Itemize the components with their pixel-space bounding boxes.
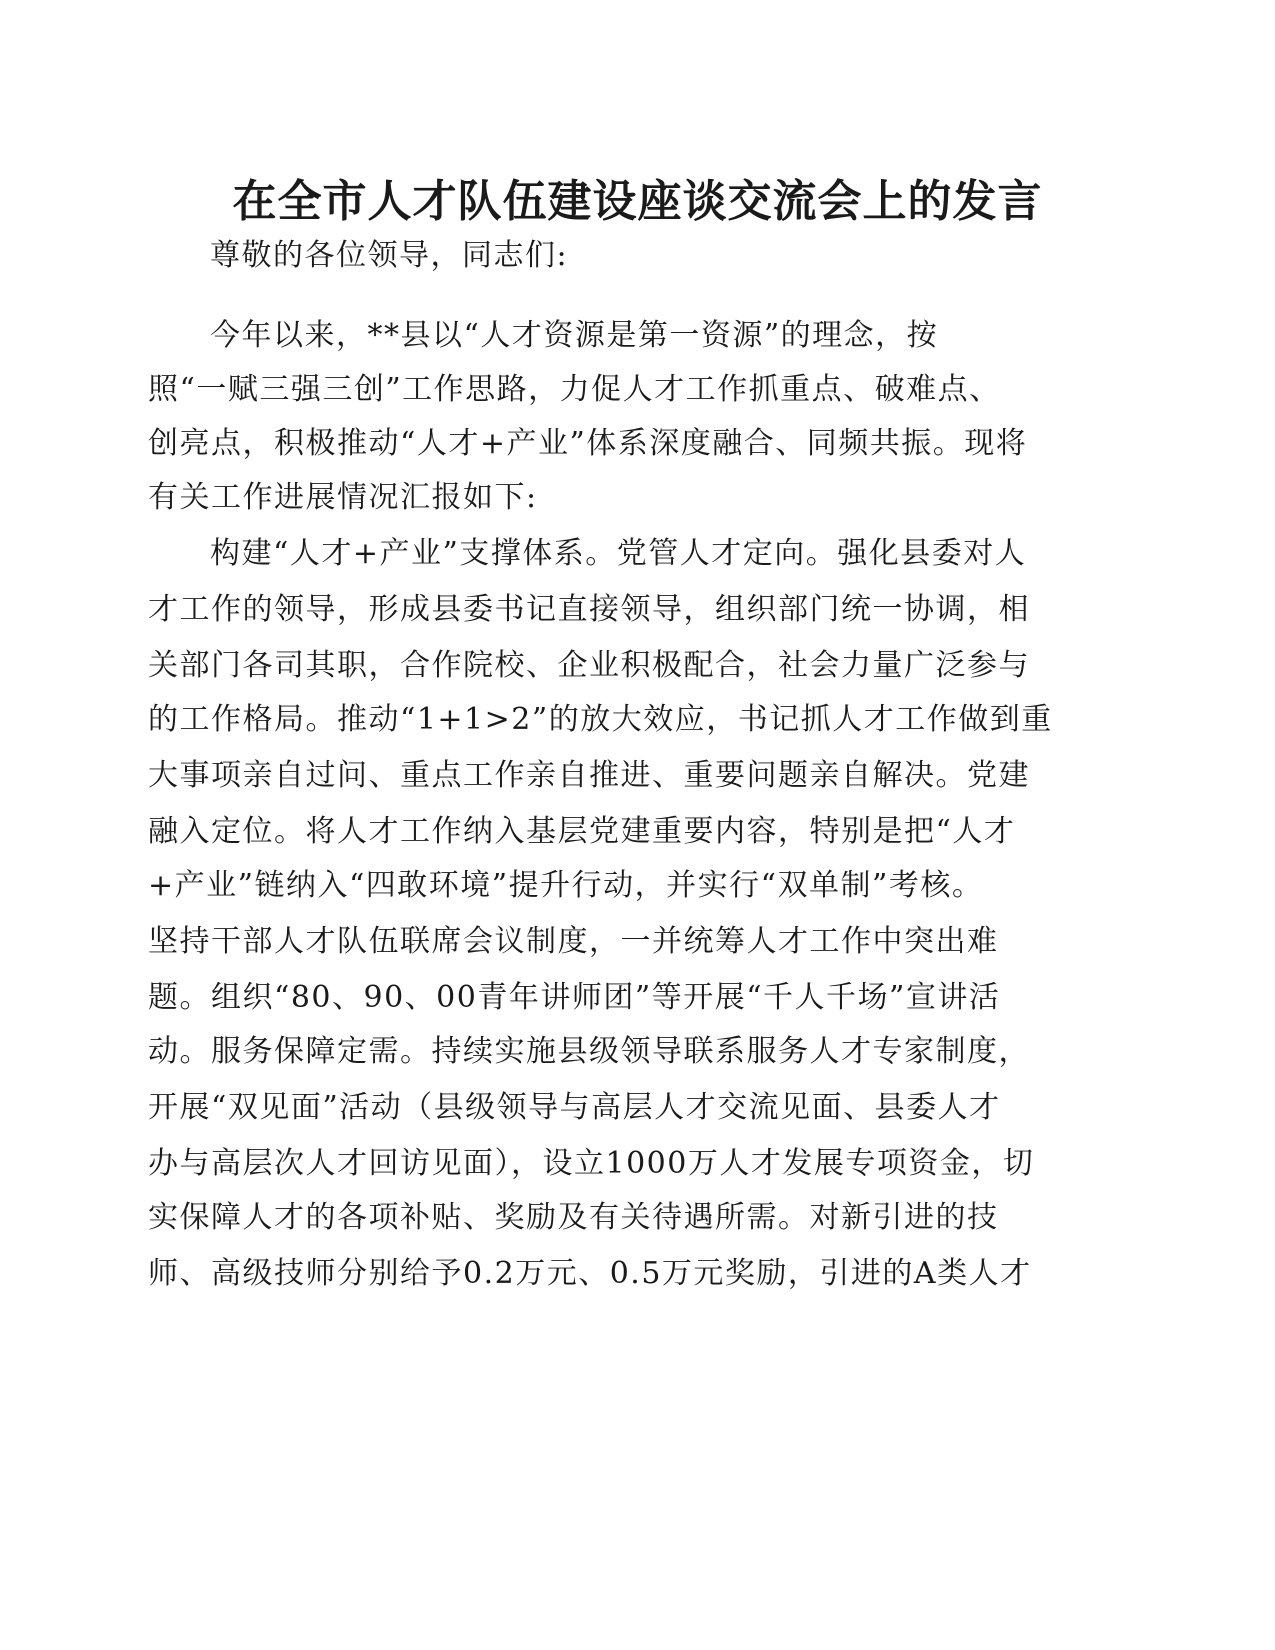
body-line: 融入定位。将人才工作纳入基层党建重要内容，特别是把“人才: [148, 814, 1016, 849]
body-line: 题。组织“80、90、00青年讲师团”等开展“千人千场”宣讲活: [148, 980, 1001, 1015]
body-line: 照“一赋三强三创”工作思路，力促人才工作抓重点、破难点、: [148, 372, 1001, 407]
body-line: 师、高级技师分别给予0.2万元、0.5万元奖励，引进的A类人才: [148, 1256, 1032, 1291]
body-line: 有关工作进展情况汇报如下:: [148, 480, 538, 515]
body-line: 才工作的领导，形成县委书记直接领导，组织部门统一协调，相: [148, 592, 1030, 627]
body-line: 办与高层次人才回访见面），设立1000万人才发展专项资金，切: [148, 1146, 1035, 1181]
body-line: +产业”链纳入“四敢环境”提升行动，并实行“双单制”考核。: [148, 868, 984, 903]
body-line: 关部门各司其职，合作院校、企业积极配合，社会力量广泛参与: [148, 648, 1030, 683]
salutation-line: 尊敬的各位领导，同志们:: [210, 238, 569, 273]
body-line: 构建“人才+产业”支撑体系。党管人才定向。强化县委对人: [210, 536, 1027, 571]
body-line: 坚持干部人才队伍联席会议制度，一并统筹人才工作中突出难: [148, 924, 999, 959]
body-line: 的工作格局。推动“1+1>2”的放大效应，书记抓人才工作做到重: [148, 702, 1053, 737]
body-line: 实保障人才的各项补贴、奖励及有关待遇所需。对新引进的技: [148, 1200, 999, 1235]
body-line: 动。服务保障定需。持续实施县级领导联系服务人才专家制度，: [148, 1034, 1030, 1069]
body-line: 创亮点，积极推动“人才+产业”体系深度融合、同频共振。现将: [148, 426, 1028, 461]
body-line: 大事项亲自过问、重点工作亲自推进、重要问题亲自解决。党建: [148, 758, 1030, 793]
document-title: 在全市人才队伍建设座谈交流会上的发言: [232, 176, 1043, 227]
body-line: 今年以来，**县以“人才资源是第一资源”的理念，按: [210, 318, 939, 353]
body-line: 开展“双见面”活动（县级领导与高层人才交流见面、县委人才: [148, 1090, 1001, 1125]
